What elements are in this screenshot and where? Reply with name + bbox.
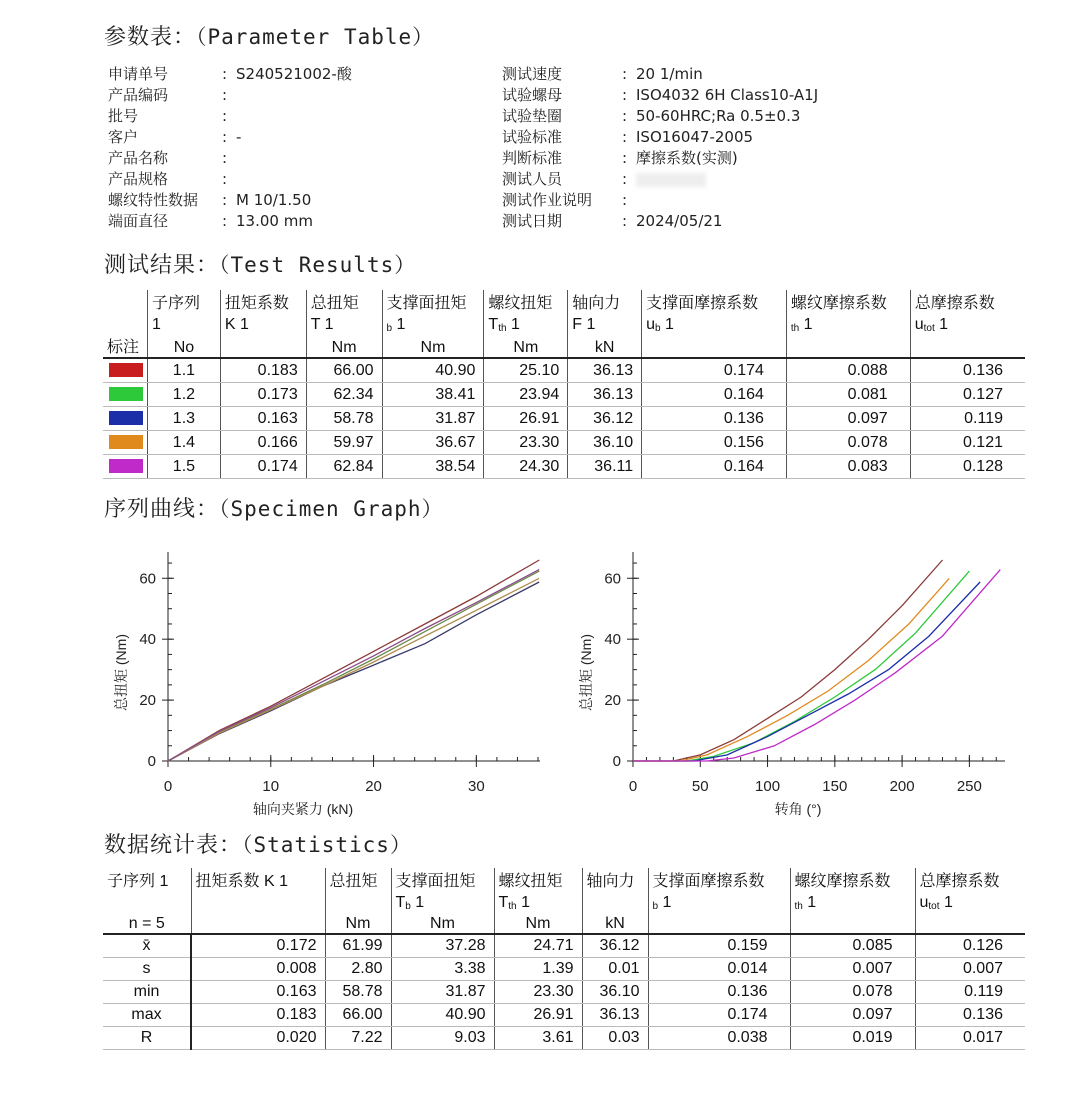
table-cell: 0.156 [642,431,787,455]
marker-cell [103,358,148,383]
x-axis-label: 转角 (°) [774,801,822,817]
stat-col-tth-unit: Nm [494,912,582,934]
table-cell: 23.94 [484,383,568,407]
table-cell: 0.174 [642,358,787,383]
x-tick-label: 10 [262,778,280,795]
param-row [502,127,818,148]
subscript: b [652,901,659,912]
table-cell: 62.34 [306,383,382,407]
subscript: tot [928,901,940,912]
table-cell: 0.097 [786,407,910,431]
param-row [502,190,818,211]
table-cell: 36.11 [568,455,642,479]
stat-col-f-unit: kN [582,912,648,934]
stat-label-cell: max [103,1004,191,1027]
table-cell: 0.166 [220,431,306,455]
stat-col-tb-unit: Nm [391,912,494,934]
table-cell: 0.136 [648,981,790,1004]
table-cell: 25.10 [484,358,568,383]
table-cell: 0.020 [191,1027,325,1050]
col-seq-unit: No [148,334,221,358]
param-colon: : [622,191,628,209]
x-tick-label: 100 [755,778,781,795]
param-value: ISO4032 6H Class10-A1J [636,86,819,104]
x-tick-label: 20 [365,778,382,795]
param-colon: : [622,65,628,83]
param-label: 测试速度 [502,65,563,83]
col-ub-header: 支撑面摩擦系数 [642,290,787,313]
table-cell: 24.71 [494,934,582,958]
table-cell: 0.173 [220,383,306,407]
col-k-unit [220,334,306,358]
index: 1 [939,894,953,911]
heading-zh: 序列曲线： [104,497,220,522]
param-table-heading [104,20,434,51]
table-cell: 23.30 [484,431,568,455]
table-row [103,455,1025,479]
stat-col-tth-sub [494,891,582,912]
redacted-value [636,173,706,187]
table-cell: 0.136 [910,358,1025,383]
y-tick-label: 40 [604,631,621,649]
param-label: 测试人员 [502,170,563,188]
heading-en: （Test Results） [219,253,417,277]
param-colon: : [222,149,228,167]
param-colon: : [622,86,628,104]
col-utot-header: 总摩擦系数 [910,290,1025,313]
stat-label-cell: min [103,981,191,1004]
table-cell: 1.3 [148,407,221,431]
graph-heading [104,492,444,523]
table-cell: 0.03 [582,1027,648,1050]
stat-label-cell: s [103,958,191,981]
heading-zh: 测试结果： [104,253,220,278]
table-cell: 62.84 [306,455,382,479]
table-cell: 36.67 [382,431,484,455]
series-color-swatch [109,459,143,473]
y-tick-label: 20 [604,692,621,710]
param-row [108,148,352,169]
series-color-swatch [109,387,143,401]
subscript: th [790,323,800,334]
table-cell: 0.164 [642,383,787,407]
table-cell: 0.163 [220,407,306,431]
stat-col-tth-header: 螺纹扭矩 [494,868,582,891]
param-label: 测试作业说明 [502,191,593,209]
subscript: th [508,901,517,912]
heading-zh: 数据统计表： [104,833,243,858]
results-table [103,290,1025,479]
heading-en: （Parameter Table） [196,25,435,49]
table-cell: 0.019 [790,1027,915,1050]
subscript: tot [923,323,935,334]
param-label: 测试日期 [502,212,563,230]
table-cell: 0.083 [786,455,910,479]
param-label: 客户 [108,128,139,146]
table-cell: 0.078 [786,431,910,455]
symbol: T [395,894,406,911]
table-cell: 0.014 [648,958,790,981]
param-label: 批号 [108,107,139,125]
table-cell: 0.126 [915,934,1025,958]
table-cell: 23.30 [494,981,582,1004]
table-cell: 2.80 [325,958,391,981]
marker-cell [103,455,148,479]
stat-col-utot-sub [915,891,1025,912]
col-tth-sub [484,313,568,334]
col-ub-sub [642,313,787,334]
col-f-header: 轴向力 [568,290,642,313]
table-row [103,431,1025,455]
table-cell: 0.097 [790,1004,915,1027]
param-label: 试验垫圈 [502,107,563,125]
param-colon: : [222,212,228,230]
param-value: - [236,128,242,146]
param-row [108,64,352,85]
param-label: 产品名称 [108,149,169,167]
table-cell: 0.078 [790,981,915,1004]
param-label: 判断标准 [502,149,563,167]
table-cell: 9.03 [391,1027,494,1050]
stat-col-t-unit: Nm [325,912,391,934]
param-value: ISO16047-2005 [636,128,754,146]
stat-col-seq-header: 子序列 1 [107,873,169,890]
x-tick-label: 30 [467,778,485,795]
stat-col-k-header: 扭矩系数 K 1 [191,868,325,891]
symbol: u [914,316,924,333]
param-row [502,64,818,85]
table-cell: 66.00 [306,358,382,383]
param-value: 摩擦系数(实测) [636,149,738,167]
param-colon: : [222,65,228,83]
statistics-table [103,868,1025,1050]
table-cell: 26.91 [494,1004,582,1027]
param-colon: : [222,191,228,209]
index: 1 [506,316,520,333]
chart-torque-vs-angle [565,540,1025,830]
x-axis-label: 轴向夹紧力 (kN) [252,801,354,817]
table-cell: 1.2 [148,383,221,407]
table-cell: 1.39 [494,958,582,981]
param-row [108,190,352,211]
table-cell: 0.007 [915,958,1025,981]
symbol: T [498,894,509,911]
param-label: 产品编码 [108,86,169,104]
y-tick-label: 60 [139,570,156,588]
stat-col-n: n = 5 [128,915,165,932]
table-row [103,407,1025,431]
param-label: 试验标准 [502,128,563,146]
heading-en: （Specimen Graph） [219,497,444,521]
param-colon: : [622,212,628,230]
param-row [502,106,818,127]
x-tick-label: 150 [822,778,848,795]
table-cell: 3.61 [494,1027,582,1050]
table-cell: 0.081 [786,383,910,407]
table-cell: 36.10 [582,981,648,1004]
table-row [103,958,1025,981]
series-line-2 [633,571,969,761]
param-colon: : [622,128,628,146]
x-tick-label: 50 [691,778,709,795]
x-tick-label: 200 [889,778,915,795]
table-cell: 0.159 [648,934,790,958]
col-t-sub: T 1 [306,313,382,334]
param-row [502,148,818,169]
param-row [502,211,818,232]
params-right [502,64,818,232]
index: 1 [799,316,813,333]
col-f-sub: F 1 [568,313,642,334]
col-seq-header: 子序列 [148,290,221,313]
param-row [108,169,352,190]
param-label: 申请单号 [108,65,169,83]
param-label: 螺纹特性数据 [108,191,199,209]
param-colon: : [222,107,228,125]
series-color-swatch [109,363,143,377]
table-cell: 59.97 [306,431,382,455]
table-cell: 0.119 [915,981,1025,1004]
subscript: b [655,323,661,334]
table-cell: 0.183 [220,358,306,383]
stat-col-t-header: 总扭矩 [325,868,391,891]
param-row [108,211,352,232]
table-cell: 0.172 [191,934,325,958]
col-k-header: 扭矩系数 [220,290,306,313]
table-cell: 0.017 [915,1027,1025,1050]
table-cell: 0.119 [910,407,1025,431]
table-cell: 61.99 [325,934,391,958]
table-cell: 1.1 [148,358,221,383]
table-cell: 36.13 [568,358,642,383]
col-seq-sub: 1 [148,313,221,334]
table-cell: 58.78 [325,981,391,1004]
col-t-header: 总扭矩 [306,290,382,313]
table-row [103,383,1025,407]
param-colon: : [622,107,628,125]
y-axis-label: 总扭矩 (Nm) [113,634,129,711]
table-cell: 36.12 [582,934,648,958]
param-value: 50-60HRC;Ra 0.5±0.3 [636,107,801,125]
param-label: 试验螺母 [502,86,563,104]
col-tb-sub [382,313,484,334]
col-mark-header: 标注 [107,339,140,356]
table-cell: 0.163 [191,981,325,1004]
table-cell: 36.12 [568,407,642,431]
stat-col-f-header: 轴向力 [582,868,648,891]
y-tick-label: 0 [612,753,621,770]
params-left [108,64,352,232]
param-row [108,85,352,106]
series-line-1 [633,560,943,761]
table-cell: 0.088 [786,358,910,383]
heading-zh: 参数表： [104,25,197,50]
param-value: 2024/05/21 [636,212,723,230]
table-cell: 1.4 [148,431,221,455]
param-colon: : [222,86,228,104]
param-value: 13.00 mm [236,212,313,230]
table-cell: 0.174 [220,455,306,479]
x-tick-label: 250 [956,778,982,795]
subscript: th [498,323,507,334]
results-heading [104,248,416,279]
stat-col-tb-sub [391,891,494,912]
param-row [108,106,352,127]
y-tick-label: 20 [139,692,156,710]
heading-en: （Statistics） [242,833,412,857]
table-cell: 7.22 [325,1027,391,1050]
index: 1 [802,894,817,911]
table-cell: 31.87 [382,407,484,431]
series-color-swatch [109,435,143,449]
series-color-swatch [109,411,143,425]
marker-cell [103,431,148,455]
index: 1 [934,316,949,333]
table-cell: 0.164 [642,455,787,479]
col-uth-sub [786,313,910,334]
param-row [502,169,818,190]
table-row [103,1027,1025,1050]
col-tb-header: 支撑面扭矩 [382,290,484,313]
table-row [103,981,1025,1004]
stats-heading [104,828,412,859]
table-cell: 36.10 [568,431,642,455]
y-axis-label: 总扭矩 (Nm) [578,634,594,711]
index: 1 [410,894,425,911]
table-cell: 0.183 [191,1004,325,1027]
param-value: 20 1/min [636,65,703,83]
table-cell: 0.136 [642,407,787,431]
col-f-unit: kN [568,334,642,358]
stat-col-utot-header: 总摩擦系数 [915,868,1025,891]
table-cell: 0.128 [910,455,1025,479]
symbol: u [646,316,656,333]
stat-label-cell: R [103,1027,191,1050]
col-k-sub: K 1 [220,313,306,334]
table-row [103,934,1025,958]
table-row [103,1004,1025,1027]
col-uth-header: 螺纹摩擦系数 [786,290,910,313]
table-cell: 40.90 [382,358,484,383]
y-tick-label: 0 [147,753,156,770]
subscript: b [386,323,393,334]
stat-col-tb-header: 支撑面扭矩 [391,868,494,891]
param-row [108,127,352,148]
marker-cell [103,407,148,431]
table-cell: 0.038 [648,1027,790,1050]
table-cell: 0.174 [648,1004,790,1027]
table-cell: 38.54 [382,455,484,479]
x-tick-label: 0 [628,778,638,795]
col-tb-unit: Nm [382,334,484,358]
table-cell: 40.90 [391,1004,494,1027]
index: 1 [396,316,406,333]
param-colon: : [622,149,628,167]
col-tth-header: 螺纹扭矩 [484,290,568,313]
table-cell: 66.00 [325,1004,391,1027]
param-value: S240521002-酸 [236,65,352,83]
table-cell: 1.5 [148,455,221,479]
stat-col-uth-sub [790,891,915,912]
table-row [103,358,1025,383]
index: 1 [658,894,672,911]
param-colon: : [222,128,228,146]
col-tth-unit: Nm [484,334,568,358]
col-t-unit: Nm [306,334,382,358]
param-colon: : [622,170,628,188]
stat-col-ub-sub [648,891,790,912]
chart-torque-vs-clamp-force [100,540,560,830]
table-cell: 0.01 [582,958,648,981]
table-cell: 24.30 [484,455,568,479]
table-cell: 0.007 [790,958,915,981]
table-cell: 0.008 [191,958,325,981]
table-cell: 0.121 [910,431,1025,455]
y-tick-label: 40 [139,631,156,649]
index: 1 [660,316,674,333]
param-colon: : [222,170,228,188]
table-cell: 38.41 [382,383,484,407]
symbol: u [919,894,929,911]
x-tick-label: 0 [163,778,173,795]
table-cell: 0.085 [790,934,915,958]
table-cell: 37.28 [391,934,494,958]
symbol: T [488,316,499,333]
param-value: M 10/1.50 [236,191,312,209]
stat-col-ub-header: 支撑面摩擦系数 [648,868,790,891]
index: 1 [516,894,530,911]
param-row [502,85,818,106]
table-cell: 36.13 [568,383,642,407]
table-cell: 0.136 [915,1004,1025,1027]
subscript: b [405,901,411,912]
table-cell: 31.87 [391,981,494,1004]
stat-label-cell: x̄ [103,934,191,958]
table-cell: 26.91 [484,407,568,431]
table-cell: 3.38 [391,958,494,981]
subscript: th [794,901,803,912]
marker-cell [103,383,148,407]
series-line-3 [633,582,980,761]
col-utot-sub [910,313,1025,334]
param-label: 产品规格 [108,170,169,188]
table-cell: 0.127 [910,383,1025,407]
y-tick-label: 60 [604,570,621,588]
stat-col-uth-header: 螺纹摩擦系数 [790,868,915,891]
param-label: 端面直径 [108,212,169,230]
table-cell: 36.13 [582,1004,648,1027]
table-cell: 58.78 [306,407,382,431]
